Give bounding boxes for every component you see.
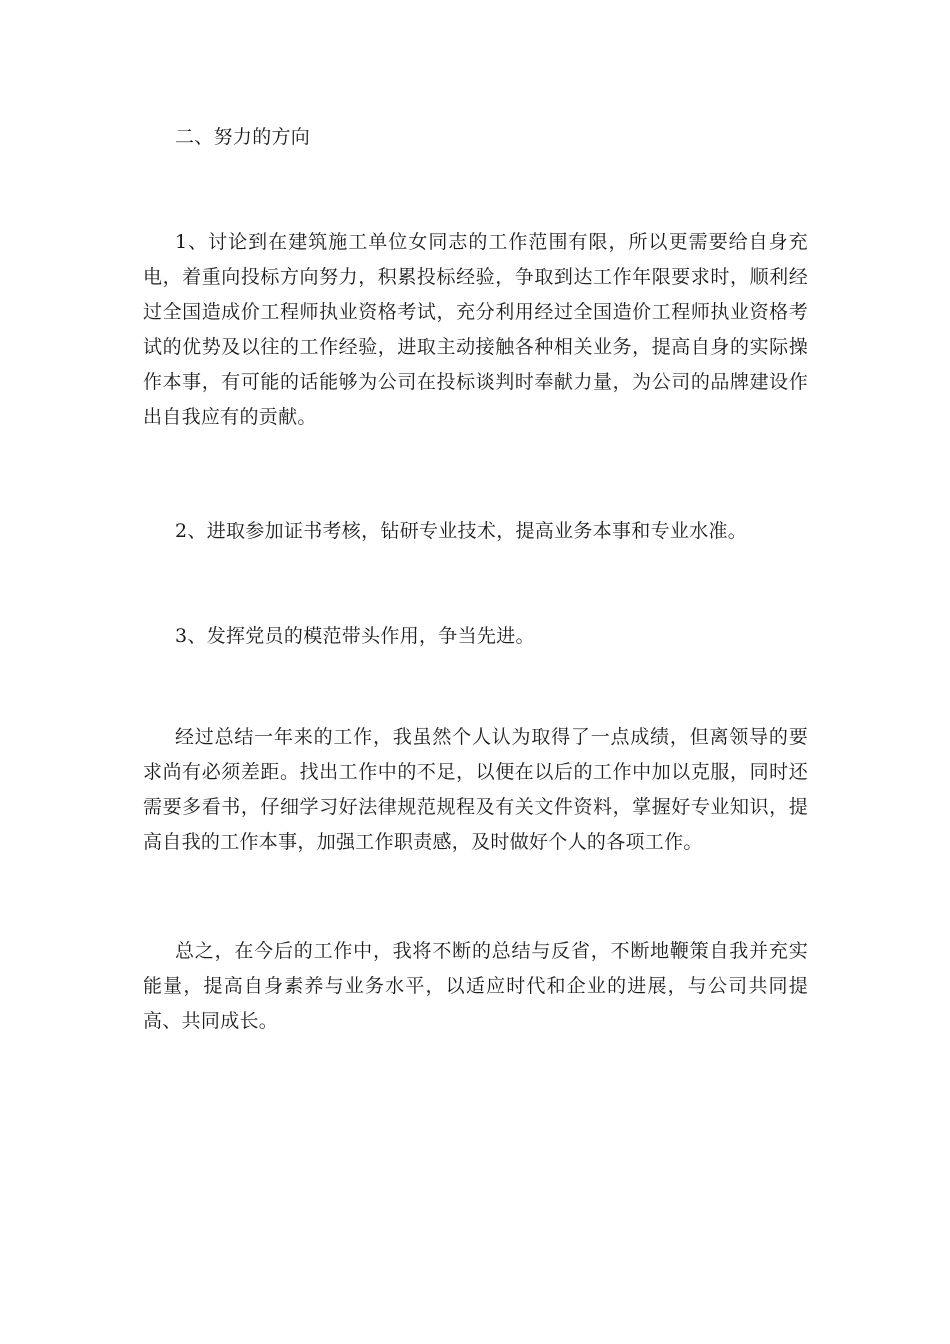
paragraph-5: 总之，在今后的工作中，我将不断的总结与反省，不断地鞭策自我并充实能量，提高自身素养与业务水平，以适应时代和企业的进展，与公司共同提高、共同成长。 [143, 940, 808, 1032]
paragraph-2: 2、进取参加证书考核，钻研专业技术，提高业务本事和专业水准。 [175, 520, 748, 542]
section-heading: 二、努力的方向 [175, 126, 311, 148]
paragraph-1: 1、讨论到在建筑施工单位女同志的工作范围有限，所以更需要给自身充电，着重向投标方向努力，积累投标经验，争取到达工作年限要求时，顺利经过全国造成价工程师执业资格考试，充分利用经过全国造价工程师执业资格考试的优势及以往的工作经验，进取主动接触各种相关业务，提高自身的实际操作本事，有可能的话能够为公司在投标谈判时奉献力量，为公司的品牌建设作出自我应有的贡献。 [143, 231, 808, 428]
paragraph-4: 经过总结一年来的工作，我虽然个人认为取得了一点成绩，但离领导的要求尚有必须差距。找出工作中的不足，以便在以后的工作中加以克服，同时还需要多看书，仔细学习好法律规范规程及有关文件资料，掌握好专业知识，提高自我的工作本事，加强工作职责感，及时做好个人的各项工作。 [143, 726, 808, 853]
paragraph-3: 3、发挥党员的模范带头作用，争当先进。 [175, 625, 535, 647]
